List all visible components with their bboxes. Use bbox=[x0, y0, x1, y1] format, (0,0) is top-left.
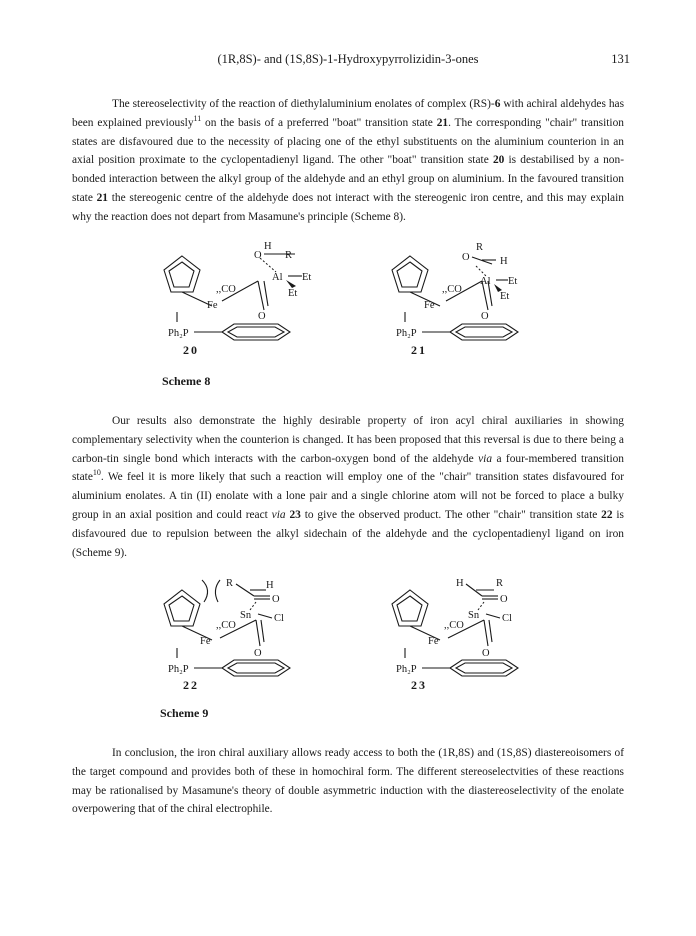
svg-text:Ph₂P: Ph₂P bbox=[396, 328, 417, 339]
svg-text:Sn: Sn bbox=[240, 610, 252, 621]
svg-text:Fe: Fe bbox=[200, 636, 211, 647]
svg-text:,,CO: ,,CO bbox=[444, 620, 464, 631]
paragraph-1: The stereoselectivity of the reaction of diethylaluminium enolates of complex (RS)-6 with achiral aldehydes has been explained previously$^{11}$ on the basis of a preferred "boat" transition state 21. The corresponding "chair" transition states are disfavoured due to the necessity of placing one of the ethyl substituents on the aluminium counterion in an axial position proximate to the cyclopentadienyl ligand. The other "boat" transition state 20 is destabilised by a non-bonded interaction between the alkyl group of the aldehyde and an ethyl group on aluminium. In the favoured transition state 21 the stereogenic centre of the aldehyde does not interact with the stereogenic iron centre, and this may explain why the reaction does not depart from Masamune's principle (Scheme 8). bbox=[72, 98, 624, 223]
svg-text:R: R bbox=[285, 250, 293, 261]
svg-text:O: O bbox=[258, 311, 266, 322]
paragraph-2: Our results also demonstrate the highly desirable property of iron acyl chiral auxiliaries in showing complementary selectivity when the counterion is changed. It has been proposed that this reversal is due to there being a carbon-tin single bond which interacts with the carbon-oxygen bond of the aldehyde via a four-membered transition state$^{10}$. We feel it is more likely that such a reaction will employ one of the "chair" transition states disfavoured for aluminium enolates. A tin (II) enolate with a lone pair and a single chlorine atom will not be forced to place a bulky group in an axial position and could react via 23 to give the observed product. The other "chair" transition state 22 is disfavoured due to repulsion between the alkyl sidechain of the aldehyde and the cyclopentadienyl ligand on iron (Scheme 9). bbox=[72, 415, 625, 559]
svg-text:Fe: Fe bbox=[428, 636, 439, 647]
steric-clash-arc bbox=[202, 580, 208, 602]
svg-text:R: R bbox=[226, 578, 234, 589]
svg-text:,,CO: ,,CO bbox=[442, 284, 462, 295]
svg-text:H: H bbox=[456, 578, 464, 589]
citation-10: 10 bbox=[92, 468, 101, 478]
paragraph-3: In conclusion, the iron chiral auxiliary allows ready access to both the (1R,8S) and (1S,8S) diastereoisomers of the target compound and provides both of these in homochiral form. The different stereoselectvities of these reactions may be rationalised by Masamune's theory of double asymmetric induction with the diastereoselectivity of the enolate overpowering that of the chiral electrophile. bbox=[72, 747, 624, 816]
compound-label-21: 21 bbox=[411, 343, 427, 357]
svg-text:Sn: Sn bbox=[468, 610, 480, 621]
svg-text:Ph₂P: Ph₂P bbox=[168, 328, 189, 339]
structure-23 bbox=[388, 578, 578, 678]
svg-text:Ph₂P: Ph₂P bbox=[168, 664, 189, 675]
svg-text:R: R bbox=[476, 242, 484, 253]
structure-20 bbox=[160, 241, 350, 344]
compound-label-23: 23 bbox=[411, 678, 427, 692]
svg-text:Fe: Fe bbox=[207, 300, 218, 311]
svg-text:Et: Et bbox=[288, 288, 298, 299]
svg-text:H: H bbox=[500, 256, 508, 267]
svg-text:O: O bbox=[481, 311, 489, 322]
structure-22 bbox=[160, 578, 350, 678]
svg-text:O: O bbox=[272, 594, 280, 605]
svg-text:Ph₂P: Ph₂P bbox=[396, 664, 417, 675]
compound-label-22: 22 bbox=[183, 678, 199, 692]
svg-text:Al: Al bbox=[480, 276, 491, 287]
svg-text:O: O bbox=[462, 252, 470, 263]
running-header bbox=[0, 52, 696, 68]
svg-text:O: O bbox=[254, 648, 262, 659]
citation-11: 11 bbox=[193, 114, 202, 123]
svg-text:O: O bbox=[254, 250, 262, 261]
phenyl-ring-icon bbox=[222, 660, 290, 676]
scheme-9-caption: Scheme 9 bbox=[160, 706, 209, 720]
svg-text:Cl: Cl bbox=[502, 613, 512, 624]
svg-text:Et: Et bbox=[500, 291, 510, 302]
svg-text:,,CO: ,,CO bbox=[216, 620, 236, 631]
svg-text:H: H bbox=[266, 580, 274, 591]
structure-21 bbox=[388, 244, 578, 344]
page-number: 131 bbox=[611, 52, 630, 66]
svg-text:H: H bbox=[264, 241, 272, 252]
scheme-8-caption: Scheme 8 bbox=[162, 374, 211, 388]
phenyl-ring-icon bbox=[222, 324, 290, 340]
svg-text:Et: Et bbox=[508, 276, 518, 287]
phenyl-ring-icon bbox=[450, 660, 518, 676]
svg-text:,,CO: ,,CO bbox=[216, 284, 236, 295]
svg-text:R: R bbox=[496, 578, 504, 589]
svg-text:Cl: Cl bbox=[274, 613, 284, 624]
running-title: (1R,8S)- and (1S,8S)-1-Hydroxypyrrolizidin-3-ones bbox=[217, 52, 479, 66]
svg-text:O: O bbox=[482, 648, 490, 659]
svg-text:Fe: Fe bbox=[424, 300, 435, 311]
phenyl-ring-icon bbox=[450, 324, 518, 340]
svg-text:Et: Et bbox=[302, 272, 312, 283]
compound-label-20: 20 bbox=[183, 343, 199, 357]
svg-text:O: O bbox=[500, 594, 508, 605]
svg-text:Al: Al bbox=[272, 272, 283, 283]
